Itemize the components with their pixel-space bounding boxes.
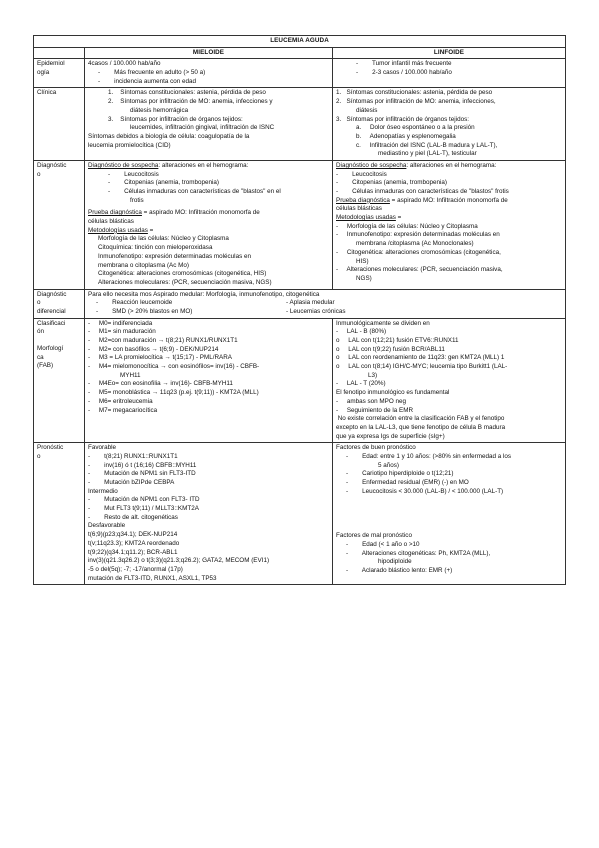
text-line: membrana /citoplasma (Ac Monoclonales) xyxy=(356,240,474,248)
text-line: - M4= mielomonocítica → con eosinófilos= inv(16) - CBFB- xyxy=(88,363,260,371)
text-line: - Leucocitosis < 30.000 (LAL-B) / < 100.000 (LAL-T) xyxy=(346,487,504,495)
text-line: que ya expresa Igs de superficie (sIg+) xyxy=(336,432,445,440)
cell-mieloide xyxy=(85,59,333,88)
text-line: - Seguimiento de la EMR xyxy=(336,406,413,414)
text-line: Clasificaci xyxy=(37,319,66,327)
text-line: Clínica xyxy=(37,89,57,97)
text-line: ca xyxy=(37,353,44,361)
text-line: - Inmunofenotipo: expresión determinadas moléculas en xyxy=(336,231,500,239)
text-line: - Células inmaduras con características de "blastos" frotis xyxy=(336,188,509,195)
text-line: Prueba diagnóstica xyxy=(88,209,142,217)
text-line: Morfología de las células: Núcleo y Citoplasma xyxy=(98,235,229,243)
text-line: - 2-3 casos / 100.000 hab/año xyxy=(356,69,452,77)
cell-mieloide xyxy=(85,160,333,289)
text-line: b. Adenopatías y esplenomegalia xyxy=(356,132,456,140)
text-line: Desfavorable xyxy=(88,522,126,530)
text-line: células blásticas xyxy=(336,205,382,213)
text-line: - Aclarado blástico lento: EMR (+) xyxy=(346,567,453,575)
text-line: Diagnóstico de sospecha xyxy=(88,161,159,169)
text-line: - Citopenias (anemia, trombopenia) xyxy=(108,179,219,187)
text-line: MYH11 xyxy=(120,371,141,379)
text-line: No existe correlación entre la clasificación FAB y el fenotipo xyxy=(336,415,505,423)
text-line: = aspirado MO: Infiltración monomorfa de xyxy=(389,196,508,204)
text-line: - Alteraciones citogenéticas: Ph, KMT2A (MLL), xyxy=(346,549,491,557)
text-line: c. Infiltración del ISNC (LAL-B madura y LAL-T), xyxy=(356,141,498,149)
text-line: 5 años) xyxy=(378,461,400,469)
text-line: 2. Síntomas por infiltración de MO: anemia, infecciones, xyxy=(336,98,496,106)
cell-mieloide xyxy=(85,443,333,585)
text-line: Síntomas debidos a biología de célula: coagulopatía de la xyxy=(88,132,250,140)
header-row xyxy=(34,47,566,59)
text-line: = xyxy=(395,214,402,222)
text-line: hipodiploide xyxy=(378,558,412,566)
text-line: Favorable xyxy=(88,444,117,452)
text-line: 2. Síntomas por infiltración de MO: anemia, infecciones y xyxy=(108,98,273,106)
text-line: - Enfermedad residual (EMR) (-) en MO xyxy=(346,479,469,486)
cell-linfoide xyxy=(333,318,566,443)
text-line: - Aplasia medular xyxy=(286,299,335,307)
text-line: Prueba diagnóstica xyxy=(336,196,390,204)
text-line: diferencial xyxy=(37,307,66,315)
text-line: - M7= megacariocítica xyxy=(88,406,158,414)
text-line: Intermedio xyxy=(88,487,118,495)
text-line: membrana o citoplasma (Ac Mo) xyxy=(98,261,189,269)
text-line: = aspirado MO: Infiltración monomorfa de xyxy=(141,209,260,217)
header-empty xyxy=(34,47,85,59)
cell-linfoide xyxy=(333,160,566,289)
text-line: ón xyxy=(37,328,45,336)
row-diagnostico xyxy=(34,160,566,289)
text-line: - Mut FLT3 t(9;11) / MLLT3::KMT2A xyxy=(88,505,199,513)
text-line: - Tumor infantil más frecuente xyxy=(356,60,452,68)
text-line: - incidencia aumenta con edad xyxy=(98,77,197,85)
row-pronostico xyxy=(34,443,566,585)
text-line: - Mutación de NPM1 sin FLT3-ITD xyxy=(88,470,196,478)
text-line: mediastino y piel (LAL-T), testicular xyxy=(378,150,477,158)
text-line: - Alteraciones moleculares: (PCR, secuenciación masiva, xyxy=(336,266,503,274)
text-line: - Mutación bZIPde CEBPA xyxy=(88,479,175,486)
row-clasificacion xyxy=(34,318,566,443)
text-line: o xyxy=(37,170,41,178)
text-line: -5 o del(5q); -7; -17/anormal (17p) xyxy=(88,565,183,573)
text-line: leucemides, infiltración gingival, infiltración de ISNC xyxy=(130,124,275,132)
text-line xyxy=(88,308,563,317)
text-line: - M6= eritroleucemia xyxy=(88,397,153,405)
text-line xyxy=(88,162,330,171)
text-line: 3. Síntomas por infiltración de órganos tejidos: xyxy=(108,115,243,123)
row-label xyxy=(34,160,85,289)
row-label xyxy=(34,289,85,318)
header-mieloide: MIELOIDE xyxy=(85,47,333,59)
text-line xyxy=(336,162,563,171)
text-line: mutación de FLT3-ITD, RUNX1, ASXL1, TP53 xyxy=(88,574,217,582)
text-line: - Reacción leucemoide xyxy=(96,299,173,307)
text-line: Para ello necesita mos Aspirado medular: Morfología, inmunofenotipo, citogenética xyxy=(88,290,320,298)
text-line: HIS) xyxy=(356,257,369,265)
title-row xyxy=(34,36,566,48)
text-line: = xyxy=(147,226,154,234)
cell-linfoide xyxy=(333,88,566,161)
text-line: - Leucocitosis xyxy=(108,170,159,178)
text-line: o LAL con t(12;21) fusión ETV6::RUNX11 xyxy=(336,337,459,344)
cell-linfoide xyxy=(333,443,566,585)
row-clinica xyxy=(34,88,566,161)
text-line: diátesis hemorrágica xyxy=(130,106,189,114)
text-line: o xyxy=(37,299,41,307)
text-line: Pronóstic xyxy=(37,444,64,452)
text-line xyxy=(336,496,563,532)
text-line: Metodologías usadas xyxy=(88,226,148,234)
text-line: a. Dolor óseo espontáneo o a la presión xyxy=(356,124,475,132)
text-line: - SMD (> 20% blastos en MO) xyxy=(96,307,193,315)
text-line: inv(3)(q21.3q26.2) o t(3;3)(q21.3;q26.2); GATA2, MECOM (EVI1) xyxy=(88,557,270,565)
cell-dx-diferencial xyxy=(85,289,566,318)
text-line xyxy=(88,227,330,236)
text-line: Diagnóstico de sospecha xyxy=(336,161,407,169)
row-label xyxy=(34,443,85,585)
text-line: Diagnóstic xyxy=(37,290,67,298)
text-line: : alteraciones en el hemograma: xyxy=(158,161,249,169)
text-line: - t(8;21) RUNX1::RUNX1T1 xyxy=(88,452,178,460)
cell-mieloide xyxy=(85,88,333,161)
text-line: Inmunofenotipo: expresión determinadas moléculas en xyxy=(98,252,251,260)
text-line: excepto en la LAL-L3, que tiene fenotipo de célula B madura xyxy=(336,423,506,431)
text-line: - LAL - T (20%) xyxy=(336,380,386,388)
text-line: 4casos / 100.000 hab/año xyxy=(88,60,161,68)
text-line: - inv(16) ó t (16;16) CBFB::MYH11 xyxy=(88,461,197,469)
text-line: - M5= monoblástica → 11q23 (p.ej. t(9;11)) - KMT2A (MLL) xyxy=(88,389,259,397)
text-line: Diagnóstic xyxy=(37,161,67,169)
text-line: - M0= indiferenciada xyxy=(88,319,153,327)
text-line: t(9;22)(q34.1;q11.2); BCR-ABL1 xyxy=(88,548,178,556)
text-line: - M2=con maduración → t(8;21) RUNX1/RUNX1T1 xyxy=(88,337,238,344)
text-line: Alteraciones moleculares: (PCR, secuenciación masiva, NGS) xyxy=(98,278,272,286)
text-line: Metodologías usadas xyxy=(336,214,396,222)
text-line xyxy=(336,214,563,223)
text-line: El fenotipo inmunológico es fundamental xyxy=(336,389,450,397)
row-epidemiologia xyxy=(34,59,566,88)
text-line: - Citopenias (anemia, trombopenia) xyxy=(336,179,447,187)
text-line: 3. Síntomas por infiltración de órganos tejidos: xyxy=(336,115,470,123)
text-line: Citogenética: alteraciones cromosómicas (citogenética, HIS) xyxy=(98,270,267,278)
text-line: células blásticas xyxy=(88,218,134,226)
text-line: - M4Eo= con eosinofilia → inv(16)- CBFB-MYH11 xyxy=(88,380,233,388)
leucemia-table xyxy=(33,35,566,585)
text-line: Epidemiol xyxy=(37,60,65,68)
text-line: Morfologí xyxy=(37,345,64,352)
text-line xyxy=(88,299,563,308)
text-line xyxy=(37,337,82,345)
row-dx-diferencial xyxy=(34,289,566,318)
text-line: o LAL con t(8;14) IGH/C-MYC; leucemia tipo Burkitt1 (LAL- xyxy=(336,363,508,371)
text-line: leucemia promielocítica (CID) xyxy=(88,141,171,149)
text-line: Factores de mal pronóstico xyxy=(336,532,412,540)
text-line: Inmunológicamente se dividen en xyxy=(336,319,430,327)
text-line: 1. Síntomas constitucionales: astenia, pérdida de peso xyxy=(336,89,493,97)
text-line: - Leucocitosis xyxy=(336,170,387,178)
text-line: Citoquímica: tinción con mieloperoxidasa xyxy=(98,244,213,252)
text-line: L3) xyxy=(368,371,378,379)
text-line: diátesis xyxy=(356,106,378,114)
text-line: - ambas son MPO neg xyxy=(336,397,406,405)
row-label xyxy=(34,88,85,161)
text-line: - Edad: entre 1 y 10 años: (>80% sin enfermedad a los xyxy=(346,452,512,460)
text-line: - Más frecuente en adulto (> 50 a) xyxy=(98,69,206,77)
text-line: o xyxy=(37,452,41,460)
text-line xyxy=(88,209,330,218)
text-line: - M1= sin maduración xyxy=(88,328,156,336)
text-line: NGS) xyxy=(356,274,372,282)
text-line: - Morfología de las células: Núcleo y Citoplasma xyxy=(336,222,478,230)
text-line: - Cariotipo hiperdiploide o t(12;21) xyxy=(346,470,454,478)
text-line: t(6;9)(p23;q34.1); DEK-NUP214 xyxy=(88,531,178,539)
row-label xyxy=(34,59,85,88)
text-line: t(v;11q23.3); KMT2A reordenado xyxy=(88,539,180,547)
table-title: LEUCEMIA AGUDA xyxy=(34,36,566,48)
row-label xyxy=(34,318,85,443)
text-line: - LAL - B (80%) xyxy=(336,328,387,336)
text-line xyxy=(336,197,563,206)
text-line: ogía xyxy=(37,69,50,77)
text-line: (FAB) xyxy=(37,362,54,370)
cell-mieloide xyxy=(85,318,333,443)
text-line: - Resto de alt. citogenéticas xyxy=(88,513,178,521)
cell-linfoide xyxy=(333,59,566,88)
text-line: - Citogenética: alteraciones cromosómicas (citogenética, xyxy=(336,248,501,256)
header-linfoide: LINFOIDE xyxy=(333,47,566,59)
text-line: : alteraciones en el hemograma: xyxy=(406,161,497,169)
text-line: - Leucemias crónicas xyxy=(286,307,346,315)
text-line: - Edad (< 1 año o >10 xyxy=(346,541,420,549)
text-line: Factores de buen pronóstico xyxy=(336,444,416,452)
text-line: - M3 = LA promielocítica → t(15;17) - PML/RARA xyxy=(88,354,233,362)
text-line: - Células inmaduras con características de "blastos" en el xyxy=(108,188,281,195)
text-line: - M2= con basófilos → t(6;9) - DEK/NUP214 xyxy=(88,345,219,353)
text-line: - Mutación de NPM1 con FLT3- ITD xyxy=(88,496,200,504)
text-line: o LAL con reordenamiento de 11q23: gen KMT2A (MLL) 1 xyxy=(336,354,505,362)
text-line: 1. Síntomas constitucionales: astenia, pérdida de peso xyxy=(108,89,266,97)
text-line: o LAL con t(9;22) fusión BCR/ABL11 xyxy=(336,345,445,353)
text-line: frotis xyxy=(130,196,144,204)
